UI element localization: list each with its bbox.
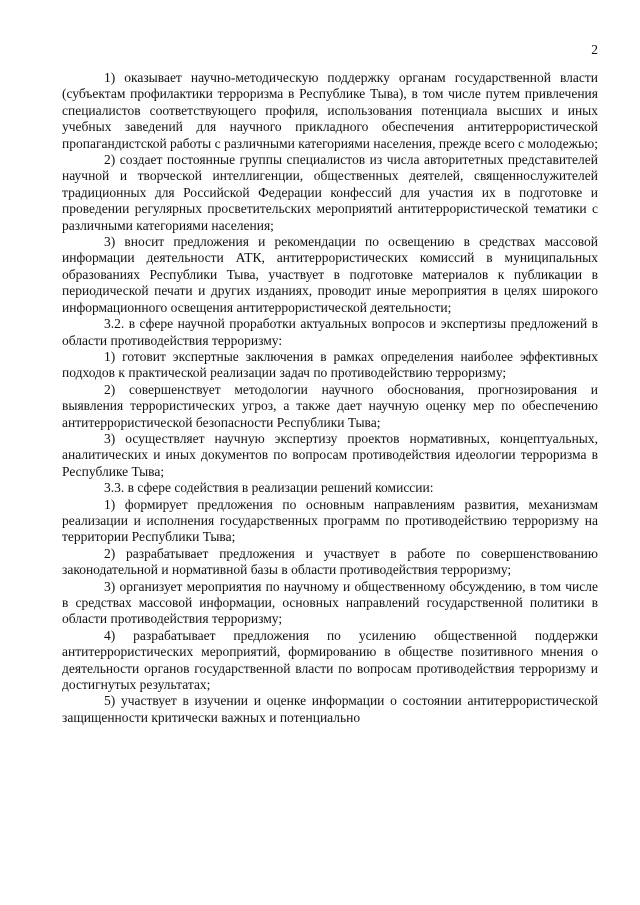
paragraph-3-3-3: 3) организует мероприятия по научному и общественному обсуждению, в том числе в средствах массовой информации, основных направлений государственной политики в области противодействия терроризму; [62, 578, 598, 627]
paragraph-3-3-1: 1) формирует предложения по основным направлениям развития, механизмам реализации и исполнения государственных программ по противодействию терроризму на территории Республики Тыва; [62, 496, 598, 545]
page-number: 2 [591, 42, 598, 57]
document-body [62, 70, 598, 726]
paragraph-3-2-3: 3) осуществляет научную экспертизу проектов нормативных, концептуальных, аналитических и иных документов по вопросам противодействия идеологии терроризма в Республике Тыва; [62, 430, 598, 479]
section-3-3-heading: 3.3. в сфере содействия в реализации решений комиссии: [104, 480, 434, 496]
paragraph-3-3-4: 4) разрабатывает предложения по усилению общественной поддержки антитеррористических мероприятий, формированию в обществе позитивного мнения о деятельности органов государственной власти по вопросам противодействия терроризму и достигнутых результатах; [62, 627, 598, 693]
paragraph-3-3-2: 2) разрабатывает предложения и участвует в работе по совершенствованию законодательной и нормативной базы в области противодействия терроризму; [62, 545, 598, 578]
paragraph-3-3-5: 5) участвует в изучении и оценке информации о состоянии антитеррористической защищенности критически важных и потенциально [62, 693, 598, 725]
paragraph-2: 2) создает постоянные группы специалистов из числа авторитетных представителей научной и творческой интеллигенции, общественных деятелей, священнослужителей традиционных для Российской Федерации конфессий для участия их в подготовке и проведении регулярных просветительских мероприятий антитеррористической тематики с различными категориями населения; [62, 152, 598, 233]
section-3-2-heading: 3.2. в сфере научной проработки актуальных вопросов и экспертизы предложений в области противодействия терроризму: [62, 316, 598, 348]
paragraph-3-2-2: 2) совершенствует методологии научного обоснования, прогнозирования и выявления террористических угроз, а также дает научную оценку мер по обеспечению антитеррористической безопасности Республики Тыва; [62, 381, 598, 430]
paragraph-3-2-1: 1) готовит экспертные заключения в рамках определения наиболее эффективных подходов к практической реализации задач по противодействию терроризму; [62, 348, 598, 381]
paragraph-3: 3) вносит предложения и рекомендации по освещению в средствах массовой информации деятельности АТК, антитеррористических комиссий в муниципальных образованиях Республики Тыва, участвует в подготовке материалов к публикации в периодической печати и других изданиях, проводит иные мероприятия в целях широкого информационного освещения антитеррористической деятельности; [62, 234, 598, 315]
paragraph-1: 1) оказывает научно-методическую поддержку органам государственной власти (субъектам профилактики терроризма в Республике Тыва), в том числе путем привлечения специалистов соответствующего профиля, использования потенциала высших и иных учебных заведений для научного прикладного обеспечения антитеррористической пропагандистской работы с различными категориями населения, прежде всего с молодежью; [62, 70, 598, 151]
